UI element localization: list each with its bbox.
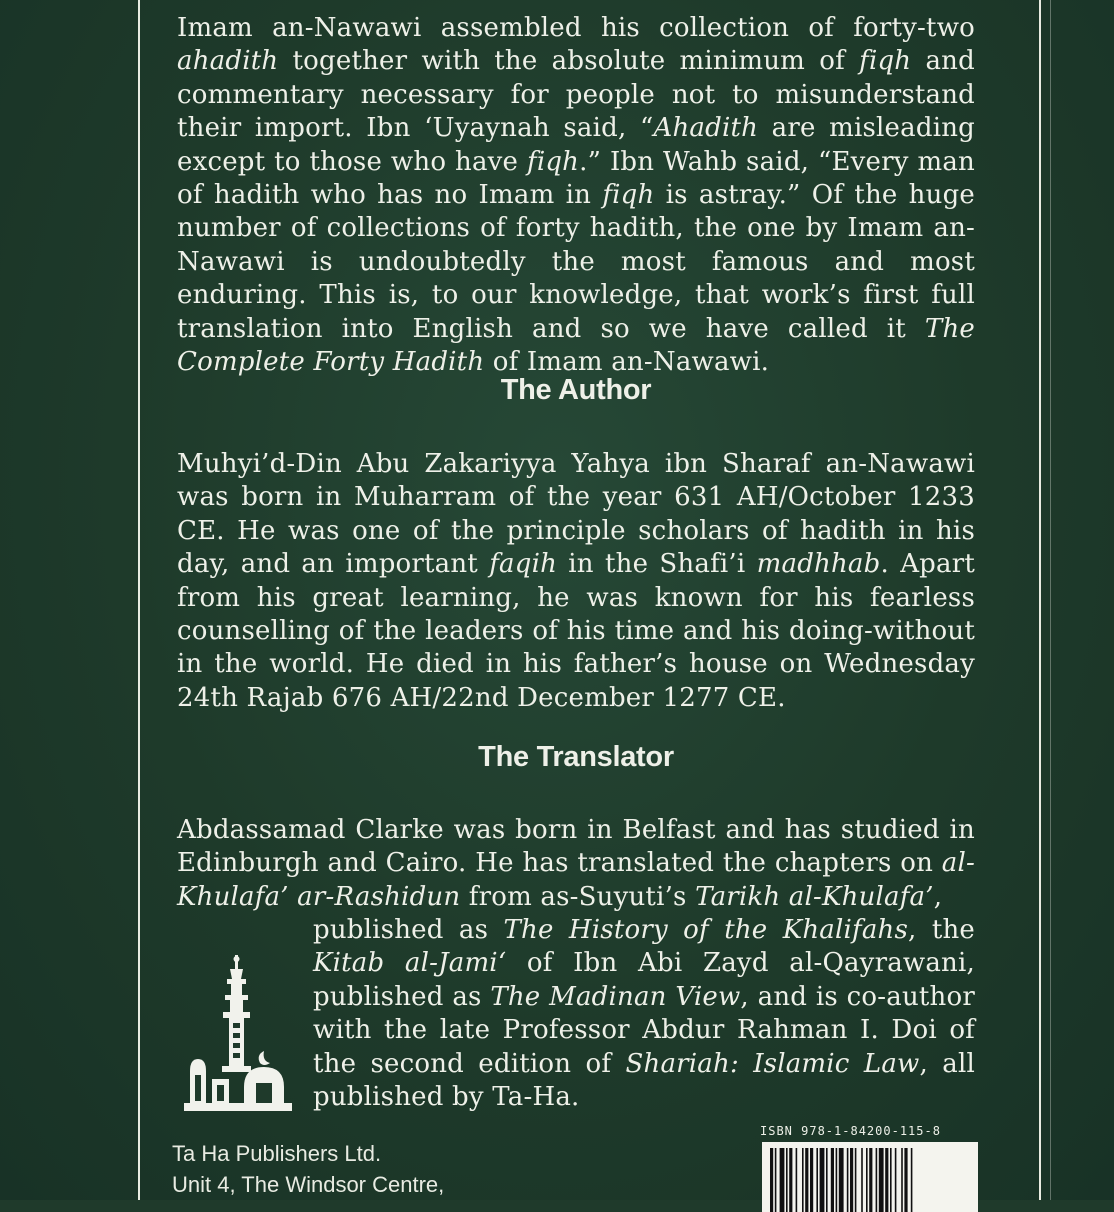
- frame-right-rule: [1039, 0, 1041, 1200]
- author-heading: The Author: [500, 374, 652, 406]
- translator-paragraph-continued: published as The History of the Khalifahs, the Kitab al-Jami‘ of Ibn Abi Zayd al-Qayrawani, published as The Madinan View, and is co-author with the late Professor Abdur Rahman I. Doi of the second edition of Shariah: Islamic Law, all published by Ta-Ha.: [313, 915, 976, 1113]
- publisher-address: [172, 1138, 444, 1200]
- isbn-label: ISBN 978-1-84200-115-8: [760, 1124, 941, 1138]
- author-paragraph: Muhyi’d-Din Abu Zakariyya Yahya ibn Sharaf an-Nawawi was born in Muharram of the year 631 AH/October 1233 CE. He was one of the principle scholars of hadith in his day, and an important faqih in the Shafi’i madhhab. Apart from his great learning, he was known for his fearless counselling of the leaders of his time and his doing-without in the world. He died in his father’s house on Wednesday 24th Rajab 676 AH/22nd December 1277 CE.: [177, 449, 975, 713]
- frame-left-rule: [138, 0, 140, 1200]
- frame-right-outer-rule: [1050, 0, 1051, 1200]
- translator-heading: The Translator: [478, 741, 674, 773]
- publisher-minaret-logo-icon: [182, 955, 294, 1113]
- isbn-barcode: [762, 1142, 978, 1212]
- translator-paragraph-intro: Abdassamad Clarke was born in Belfast and has studied in Edinburgh and Cairo. He has translated the chapters on al-Khulafa’ ar-Rashidun from as-Suyuti’s Tarikh al-Khulafa’,: [177, 815, 975, 912]
- publisher-address-line: Unit 4, The Windsor Centre,: [172, 1172, 445, 1197]
- intro-paragraph: Imam an-Nawawi assembled his collection of forty-two ahadith together with the absolute minimum of fiqh and commentary necessary for people not to misunderstand their import. Ibn ‘Uyaynah said, “Ahadith are misleading except to those who have fiqh.” Ibn Wahb said, “Every man of hadith who has no Imam in fiqh is astray.” Of the huge number of collections of forty hadith, the one by Imam an-Nawawi is undoubtedly the most famous and most enduring. This is, to our knowledge, that work’s first full translation into English and so we have called it The Complete Forty Hadith of Imam an-Nawawi.: [177, 13, 975, 378]
- publisher-name: Ta Ha Publishers Ltd.: [172, 1141, 382, 1166]
